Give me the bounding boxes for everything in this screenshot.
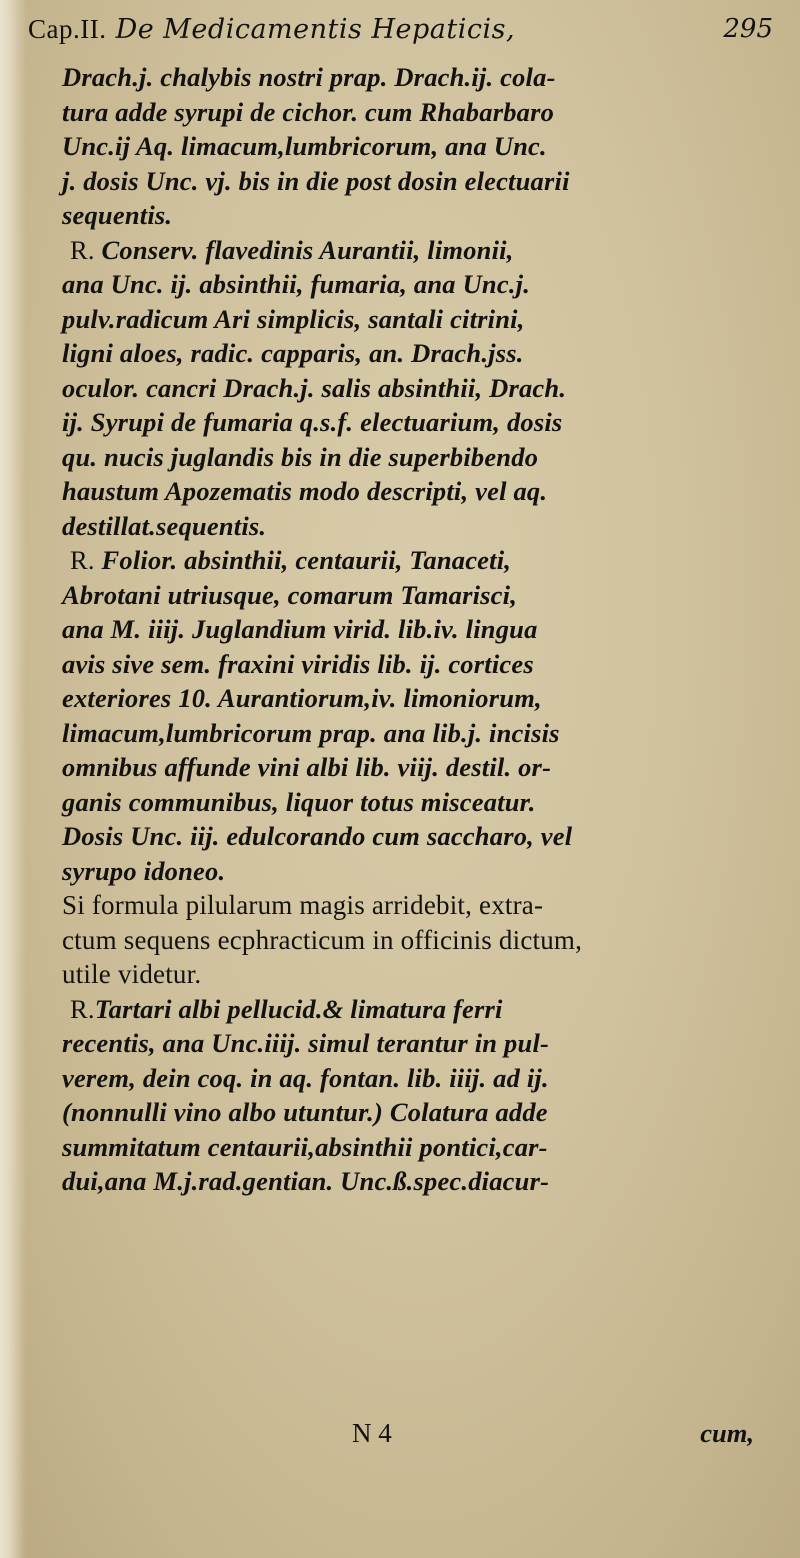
text-line: Abrotani utriusque, comarum Tamarisci, <box>62 579 518 610</box>
text-line: pulv.radicum Ari simplicis, santali citrini, <box>62 303 525 334</box>
text-line: recentis, ana Unc.iiij. simul terantur in pul- <box>62 1028 550 1058</box>
text-line: ctum sequens ecphracticum in officinis dictum, <box>62 924 583 955</box>
text-line: summitatum centaurii,absinthii pontici,car- <box>62 1131 548 1162</box>
page-edge <box>0 0 26 1558</box>
text-line: dui,ana M.j.rad.gentian. Unc.ß.spec.diacur- <box>62 1166 550 1196</box>
text-line: ligni aloes, radic. capparis, an. Drach.jss. <box>62 338 524 368</box>
page-footer <box>62 1418 762 1454</box>
chapter-title: De Medicamentis Hepaticis, <box>115 14 516 45</box>
text-line: haustum Apozematis modo descripti, vel aq. <box>62 476 548 506</box>
text-line: tura adde syrupi de cichor. cum Rhabarbaro <box>62 96 555 127</box>
text-line: oculor. cancri Drach.j. salis absinthii, Drach. <box>62 372 567 403</box>
text-line: Drach.j. chalybis nostri prap. Drach.ij. cola- <box>62 62 556 92</box>
text-line: (nonnulli vino albo utuntur.) Colatura adde <box>62 1097 548 1127</box>
page-number: 295 <box>723 14 773 44</box>
text-line: R.Tartari albi pellucid.& limatura ferri <box>70 993 503 1024</box>
text-line: Si formula pilularum magis arridebit, extra- <box>62 890 544 920</box>
running-head <box>28 14 515 45</box>
text-body <box>62 60 762 1199</box>
text-line: ana Unc. ij. absinthii, fumaria, ana Unc.j. <box>62 269 531 299</box>
text-line: j. dosis Unc. vj. bis in die post dosin electuarii <box>62 165 570 196</box>
text-line: ij. Syrupi de fumaria q.s.f. electuarium, dosis <box>62 407 563 437</box>
text-line: Dosis Unc. iij. edulcorando cum saccharo, vel <box>62 821 573 851</box>
text-line: omnibus affunde vini albi lib. viij. destil. or- <box>62 752 552 782</box>
text-line: destillat.sequentis. <box>62 510 267 541</box>
text-line: syrupo idoneo. <box>62 855 226 886</box>
chapter-label: Cap.II. <box>28 14 107 44</box>
text-line: Unc.ij Aq. limacum,lumbricorum, ana Unc. <box>62 131 547 161</box>
running-header <box>28 14 773 54</box>
text-line: ganis communibus, liquor totus misceatur. <box>62 786 536 817</box>
text-line: utile videtur. <box>62 959 202 989</box>
text-line: exteriores 10. Aurantiorum,iv. limoniorum, <box>62 683 542 713</box>
text-line: avis sive sem. fraxini viridis lib. ij. cortices <box>62 648 534 679</box>
text-line: R. Conserv. flavedinis Aurantii, limonii, <box>70 234 514 265</box>
text-line: qu. nucis juglandis bis in die superbibendo <box>62 441 539 472</box>
signature-mark: N 4 <box>352 1418 392 1448</box>
catchword: cum, <box>700 1418 754 1448</box>
text-line: R. Folior. absinthii, centaurii, Tanaceti, <box>70 545 512 575</box>
text-line: verem, dein coq. in aq. fontan. lib. iiij. ad ij. <box>62 1062 549 1093</box>
text-line: sequentis. <box>62 200 173 230</box>
text-line: limacum,lumbricorum prap. ana lib.j. incisis <box>62 717 560 748</box>
text-line: ana M. iiij. Juglandium virid. lib.iv. lingua <box>62 614 538 644</box>
